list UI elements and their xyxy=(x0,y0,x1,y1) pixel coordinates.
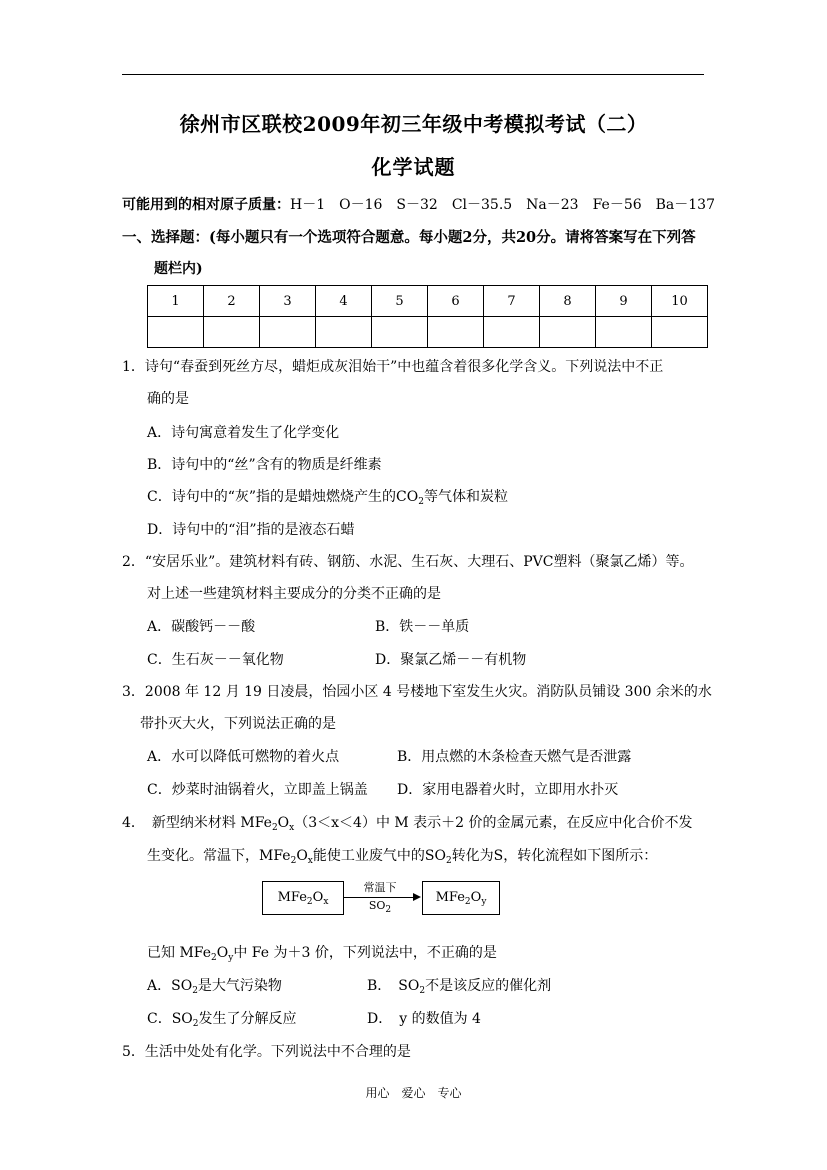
q2-option-d: D．聚氯乙烯－－有机物 xyxy=(375,652,527,668)
q2-option-a: A．碳酸钙－－酸 xyxy=(147,619,256,635)
answer-cell[interactable] xyxy=(484,317,540,348)
answer-cell[interactable] xyxy=(428,317,484,348)
q4-option-b: B． $SO_2$不是该反应的催化剂 xyxy=(367,978,552,996)
answer-header-cell: 8 xyxy=(540,286,596,317)
answer-cell[interactable] xyxy=(540,317,596,348)
page-footer: 用心 爱心 专心 xyxy=(365,1086,462,1100)
q4-known: 已知 $MFe_2O_y$中 Fe 为＋3 价，下列说法中，不正确的是 xyxy=(147,945,497,963)
q2-stem-cont: 对上述一些建筑材料主要成分的分类不正确的是 xyxy=(147,586,441,602)
answer-header-cell: 9 xyxy=(596,286,652,317)
flow-arrow-line xyxy=(343,897,417,898)
answer-header-cell: 10 xyxy=(652,286,708,317)
answer-cell[interactable] xyxy=(260,317,316,348)
page-subtitle: 化学试题 xyxy=(371,155,456,179)
q3-option-d: D．家用电器着火时，立即用水扑灭 xyxy=(397,782,619,798)
q1-option-b: B．诗句中的“丝”含有的物质是纤维素 xyxy=(147,457,382,473)
q4-option-d: D． y 的数值为 4 xyxy=(367,1011,481,1027)
flow-condition-bottom: $SO_2$ xyxy=(368,899,392,915)
page-title: 徐州市区联校2009年初三年级中考模拟考试（二） xyxy=(179,112,648,136)
top-rule xyxy=(122,74,704,75)
answer-cell[interactable] xyxy=(652,317,708,348)
answer-header-cell: 1 xyxy=(148,286,204,317)
answer-table-header-row xyxy=(148,286,708,317)
answer-cell[interactable] xyxy=(316,317,372,348)
answer-header-cell: 7 xyxy=(484,286,540,317)
q4-option-c: C．$SO_2$发生了分解反应 xyxy=(147,1011,297,1029)
answer-header-cell: 5 xyxy=(372,286,428,317)
atomic-mass-values: H－1 O－16 S－32 Cl－35.5 Na－23 Fe－56 Ba－137 xyxy=(290,197,715,213)
atomic-mass-label: 可能用到的相对原子质量： xyxy=(122,197,290,213)
answer-header-cell: 6 xyxy=(428,286,484,317)
q3-stem-cont: 带扑灭大火，下列说法正确的是 xyxy=(140,716,336,732)
section1-heading: 一、选择题：(每小题只有一个选项符合题意。每小题2分，共20分。请将答案写在下列答 xyxy=(122,229,696,246)
q3-stem: 3．2008 年 12 月 19 日凌晨，怡园小区 4 号楼地下室发生火灾。消防队员铺设 300 余米的水 xyxy=(122,684,712,700)
answer-header-cell: 2 xyxy=(204,286,260,317)
answer-cell[interactable] xyxy=(596,317,652,348)
q1-stem: 1．诗句“春蚕到死丝方尽，蜡炬成灰泪始干”中也蕴含着很多化学含义。下列说法中不正 xyxy=(122,359,664,375)
answer-header-cell: 3 xyxy=(260,286,316,317)
q4-stem-cont: 生变化。常温下，$MFe_2O_x$能使工业废气中的$SO_2$转化为S，转化流程如下图所示： xyxy=(147,848,658,866)
q2-option-b: B．铁－－单质 xyxy=(375,619,470,635)
q3-option-c: C．炒菜时油锅着火，立即盖上锅盖 xyxy=(147,782,368,798)
flow-condition-top: 常温下 xyxy=(363,881,397,894)
answer-cell[interactable] xyxy=(148,317,204,348)
q1-stem-cont: 确的是 xyxy=(147,391,189,407)
flow-product-box: $MFe_2O_y$ xyxy=(422,881,500,915)
answer-cell[interactable] xyxy=(372,317,428,348)
atomic-mass-line xyxy=(122,195,715,215)
q2-stem: 2．“安居乐业”。建筑材料有砖、钢筋、水泥、生石灰、大理石、PVC塑料（聚氯乙烯）等。 xyxy=(122,554,694,570)
q1-option-a: A．诗句寓意着发生了化学变化 xyxy=(147,425,340,441)
q1-option-d: D．诗句中的“泪”指的是液态石蜡 xyxy=(147,522,355,538)
q2-option-c: C．生石灰－－氧化物 xyxy=(147,652,284,668)
q3-option-b: B．用点燃的木条检查天燃气是否泄露 xyxy=(397,749,632,765)
q1-option-c: C．诗句中的“灰”指的是蜡烛燃烧产生的$CO_2$等气体和炭粒 xyxy=(147,489,508,507)
q4-stem: 4． 新型纳米材料 $MFe_2O_x(3<x<4)$中 M 表示＋2 价的金属元素，在反应中化合价不发 xyxy=(122,815,693,833)
q3-option-a: A．水可以降低可燃物的着火点 xyxy=(147,749,340,765)
q5-stem: 5．生活中处处有化学。下列说法中不合理的是 xyxy=(122,1044,411,1060)
q4-option-a: A．$SO_2$是大气污染物 xyxy=(147,978,282,996)
flow-reactant-box: $MFe_2O_x$ xyxy=(262,881,344,915)
answer-header-cell: 4 xyxy=(316,286,372,317)
answer-table xyxy=(147,285,708,348)
section1-heading-cont: 题栏内) xyxy=(154,261,203,277)
answer-cell[interactable] xyxy=(204,317,260,348)
answer-table-blank-row xyxy=(148,317,708,348)
